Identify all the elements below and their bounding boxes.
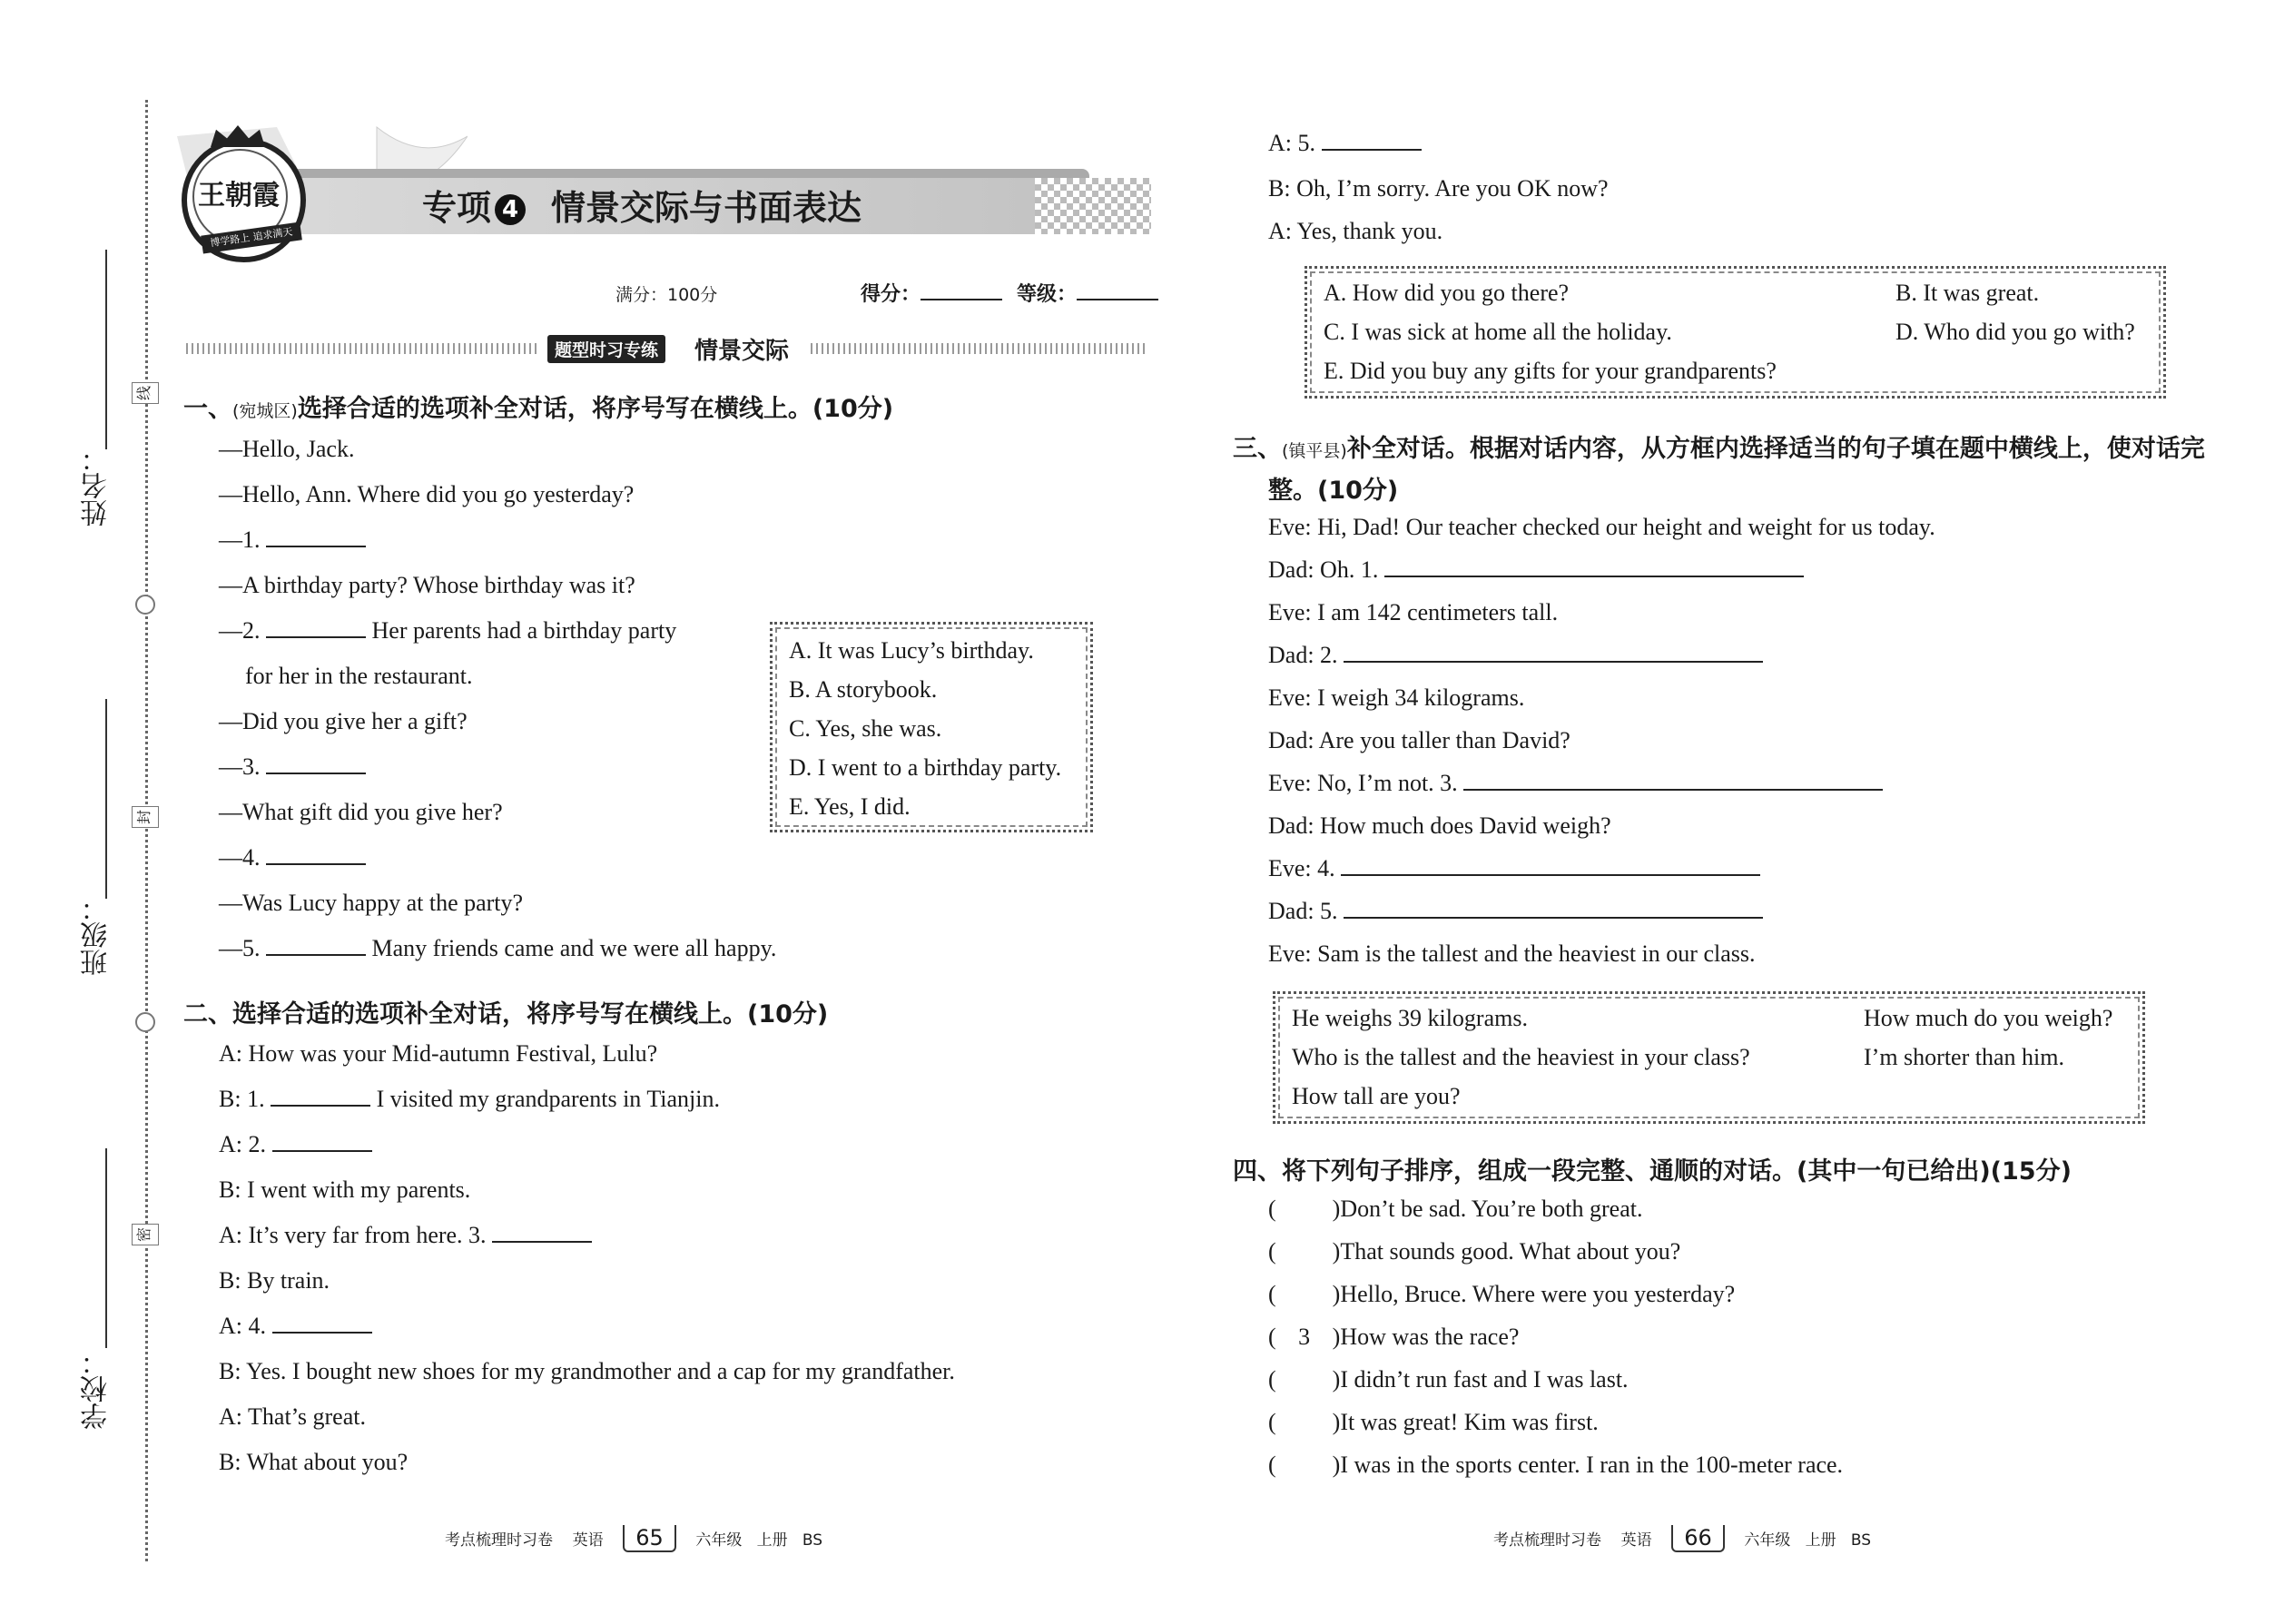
q3-blank-1[interactable]: Dad: Oh. 1. [1268,556,1804,584]
q3-blank-5[interactable]: Dad: 5. [1268,898,1763,925]
gutter-name-label: 姓名： [81,445,113,527]
q3-option-2: How much do you weigh? [1864,1005,2113,1031]
grade-label: 等级： [1017,279,1158,307]
q1-blank-4[interactable]: —4. [219,844,366,871]
page-number-right: 66 [1671,1525,1725,1552]
q3-heading: 三、(镇平县)补全对话。根据对话内容，从方框内选择适当的句子填在题中横线上，使对话完 [1233,435,2205,463]
q3-options-box [1273,991,2145,1124]
page-number-left: 65 [623,1525,676,1552]
gutter-circle-icon [135,1012,155,1032]
q2-blank-2[interactable]: A: 2. [219,1131,372,1158]
q3-option-4: I’m shorter than him. [1864,1044,2064,1070]
section-title: 情景交际 [694,338,790,365]
q2-line-12: B: Oh, I’m sorry. Are you OK now? [1268,175,1609,202]
q1-line-9: —What gift did you give her? [219,799,503,825]
footer-right: 考点梳理时习卷 英语 66 六年级 上册 BS [1493,1525,1872,1550]
q2-blank-1[interactable]: B: 1. I visited my grandparents in Tianjin. [219,1086,720,1112]
q1-line-4: —A birthday party? Whose birthday was it? [219,572,635,598]
q3-option-5: How tall are you? [1292,1083,1461,1109]
q1-line-11: —Was Lucy happy at the party? [219,890,524,916]
q3-line-5: Eve: I weigh 34 kilograms. [1268,684,1525,711]
gutter-name-line [105,250,107,449]
logo-motto-ribbon: 博学路上 追求满天 [201,221,302,253]
q1-line-1: —Hello, Jack. [219,436,355,462]
q1-options-box [770,622,1093,832]
gutter-class-label: 班级： [81,894,113,976]
gutter-school-line [105,1148,107,1348]
q1-blank-3[interactable]: —3. [219,753,366,781]
q3-line-6: Dad: Are you taller than David? [1268,727,1570,753]
q2-blank-4[interactable]: A: 4. [219,1313,372,1340]
q1-option-e: E. Yes, I did. [789,793,911,820]
seal-mark-mi: 密 [132,1224,159,1245]
q3-line-8: Dad: How much does David weigh? [1268,812,1611,839]
seal-mark-feng: 封 [132,806,159,828]
q4-item[interactable]: ( )It was great! Kim was first. [1268,1409,1599,1435]
q2-option-a: A. How did you go there? [1324,280,1570,306]
q2-line-13: A: Yes, thank you. [1268,218,1443,244]
q2-line-8: B: Yes. I bought new shoes for my grandmother and a cap for my grandfather. [219,1358,955,1384]
q2-option-b: B. It was great. [1895,280,2040,306]
q1-option-d: D. I went to a birthday party. [789,754,1062,781]
page-title [422,180,861,230]
q3-line-1: Eve: Hi, Dad! Our teacher checked our height and weight for us today. [1268,514,1935,540]
q1-blank-2[interactable]: —2. Her parents had a birthday party [219,617,677,644]
seal-mark-xian: 线 [132,382,159,404]
gutter-class-line [105,699,107,899]
q3-blank-4[interactable]: Eve: 4. [1268,855,1760,882]
q4-item[interactable]: ( )Don’t be sad. You’re both great. [1268,1196,1643,1222]
q3-line-3: Eve: I am 142 centimeters tall. [1268,599,1559,625]
q3-heading-cont: 整。(10分) [1268,477,1399,505]
q2-option-d: D. Who did you go with? [1895,319,2135,345]
title-number-badge: 4 [495,194,526,225]
title-banner-checker [1035,178,1151,234]
q4-item[interactable]: ( )I was in the sports center. I ran in the 100-meter race. [1268,1452,1844,1478]
q3-blank-3[interactable]: Eve: No, I’m not. 3. [1268,770,1883,797]
gutter-school-label: 学校： [81,1348,113,1430]
q2-line-10: B: What about you? [219,1449,409,1475]
q4-item[interactable]: ( )That sounds good. What about you? [1268,1238,1681,1265]
title-text: 情景交际与书面表达 [551,188,862,228]
q3-option-3: Who is the tallest and the heaviest in your class? [1292,1044,1750,1070]
q1-option-b: B. A storybook. [789,676,938,703]
q2-option-c: C. I was sick at home all the holiday. [1324,319,1672,345]
section-divider-left [186,343,540,354]
q1-heading: 一、(宛城区)选择合适的选项补全对话，将序号写在横线上。(10分) [183,395,894,423]
q2-blank-3[interactable]: A: It’s very far from here. 3. [219,1222,592,1249]
full-score-label: 满分：100分 [615,285,718,305]
q1-line-2: —Hello, Ann. Where did you go yesterday? [219,481,635,507]
q1-line-6: for her in the restaurant. [245,663,473,689]
section-divider-right [811,343,1148,354]
q1-blank-1[interactable]: —1. [219,527,366,554]
section-badge: 题型时习专练 [547,335,665,363]
title-prefix: 专项 [422,188,492,228]
q1-blank-5[interactable]: —5. Many friends came and we were all happy. [219,935,777,961]
q3-option-1: He weighs 39 kilograms. [1292,1005,1528,1031]
q2-heading: 二、选择合适的选项补全对话，将序号写在横线上。(10分) [183,1000,829,1029]
q4-heading: 四、将下列句子排序，组成一段完整、通顺的对话。(其中一句已给出)(15分) [1233,1157,2072,1186]
q2-blank-5[interactable]: A: 5. [1268,130,1422,157]
score-label: 得分： [861,279,1002,307]
title-banner-edge [272,169,1089,178]
q2-line-4: B: I went with my parents. [219,1176,471,1203]
q4-item[interactable]: ( 3 )How was the race? [1268,1324,1520,1350]
q1-line-7: —Did you give her a gift? [219,708,468,734]
q3-line-11: Eve: Sam is the tallest and the heaviest in our class. [1268,940,1756,967]
q2-line-6: B: By train. [219,1267,330,1294]
q2-option-e: E. Did you buy any gifts for your grandparents? [1324,358,1777,384]
q2-options-box [1305,266,2166,399]
logo-brand-text: 王朝霞 [198,180,280,212]
gutter-circle-icon [135,595,155,615]
q1-option-c: C. Yes, she was. [789,715,942,742]
q4-item[interactable]: ( )I didn’t run fast and I was last. [1268,1366,1629,1393]
gutter-dotted-line [145,100,148,1561]
footer-left: 考点梳理时习卷 英语 65 六年级 上册 BS [445,1525,823,1550]
q2-line-9: A: That’s great. [219,1403,366,1430]
q4-item[interactable]: ( )Hello, Bruce. Where were you yesterday? [1268,1281,1736,1307]
q3-blank-2[interactable]: Dad: 2. [1268,642,1763,669]
q1-option-a: A. It was Lucy’s birthday. [789,637,1034,664]
q2-line-1: A: How was your Mid-autumn Festival, Lulu? [219,1040,658,1067]
